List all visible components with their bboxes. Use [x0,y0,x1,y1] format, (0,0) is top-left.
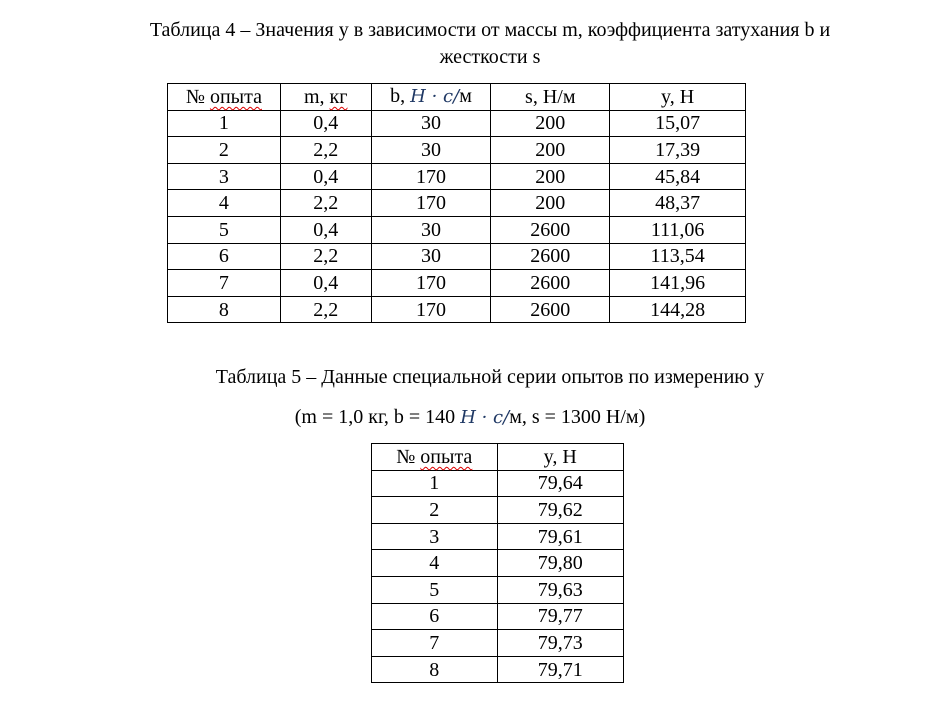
math-unit-tail: м [459,85,472,108]
table-cell: 3 [372,523,498,550]
table-cell: 2,2 [280,243,371,270]
table5 [371,443,624,683]
table-row [168,163,746,190]
table-cell: 2600 [491,216,610,243]
table-cell: 141,96 [610,270,746,297]
params-suffix: , s = 1300 Н/м) [521,406,646,428]
table-cell: 170 [371,296,491,323]
table-cell: 1 [168,110,281,137]
table-cell: 5 [372,576,498,603]
header-stiffness: s, Н/м [491,84,610,111]
table-cell: 113,54 [610,243,746,270]
table-cell: 5 [168,216,281,243]
table-row [168,270,746,297]
table-cell: 170 [371,163,491,190]
table-cell: 79,64 [497,470,623,497]
table-cell: 8 [168,296,281,323]
table-cell: 1 [372,470,498,497]
table-row [372,523,624,550]
header-m-unit: кг [329,85,348,108]
table5-caption: Таблица 5 – Данные специальной серии опытов по измерению y [215,366,765,388]
table5-params [0,404,947,431]
table4 [167,83,746,323]
table-row [372,470,624,497]
table-cell: 111,06 [610,216,746,243]
table-cell: 200 [491,190,610,217]
table-cell: 0,4 [280,110,371,137]
header-y: y, Н [610,84,746,111]
table-cell: 17,39 [610,137,746,164]
table5-header-row [372,444,624,471]
table4-caption-cont: жесткости s [439,46,541,68]
header-word: опыта [209,85,262,108]
table-cell: 45,84 [610,163,746,190]
table-row [372,497,624,524]
table-row [372,550,624,577]
table-cell: 6 [168,243,281,270]
table-cell: 0,4 [280,216,371,243]
number-sign: № [185,85,210,108]
table-cell: 144,28 [610,296,746,323]
table-cell: 2600 [491,243,610,270]
header-word: опыта [420,445,473,468]
header-experiment-number [168,84,281,111]
table-cell: 0,4 [280,163,371,190]
params-b-unit [460,407,522,428]
table-row [372,656,624,683]
table-cell: 170 [371,190,491,217]
table-cell: 2600 [491,270,610,297]
table-cell: 4 [372,550,498,577]
table-cell: 7 [372,630,498,657]
table-cell: 79,62 [497,497,623,524]
table-cell: 3 [168,163,281,190]
table-cell: 2,2 [280,137,371,164]
table-cell: 2 [372,497,498,524]
header-b: b, [390,85,411,108]
table-row [372,576,624,603]
table-cell: 200 [491,163,610,190]
header-damping [371,84,491,111]
header-experiment-number [372,444,498,471]
table-cell: 6 [372,603,498,630]
table-cell: 8 [372,656,498,683]
table-cell: 2,2 [280,296,371,323]
table-cell: 30 [371,216,491,243]
table-cell: 79,77 [497,603,623,630]
table-cell: 15,07 [610,110,746,137]
table-cell: 30 [371,137,491,164]
table-cell: 79,61 [497,523,623,550]
table-cell: 4 [168,190,281,217]
table-cell: 79,73 [497,630,623,657]
table-cell: 200 [491,110,610,137]
table-row [168,110,746,137]
table-cell: 79,71 [497,656,623,683]
header-y: y, Н [497,444,623,471]
table-row [372,630,624,657]
header-mass [280,84,371,111]
table-cell: 2,2 [280,190,371,217]
table-cell: 0,4 [280,270,371,297]
table-cell: 7 [168,270,281,297]
table4-caption: Таблица 4 – Значения y в зависимости от массы m, коэффициента затухания b и [149,19,831,41]
number-sign: № [396,445,421,468]
table-cell: 48,37 [610,190,746,217]
header-m: m, [303,85,330,108]
table-row [168,216,746,243]
math-unit: H · c/ [460,407,510,428]
math-unit-tail: м [509,406,522,428]
params-prefix: (m = 1,0 кг, b = 140 [294,406,461,428]
table-cell: 79,63 [497,576,623,603]
table4-header-row [168,84,746,111]
table-cell: 2 [168,137,281,164]
table-cell: 79,80 [497,550,623,577]
table-row [168,296,746,323]
math-unit: H · c/ [410,86,460,108]
table-cell: 170 [371,270,491,297]
table-cell: 30 [371,110,491,137]
table-cell: 30 [371,243,491,270]
table-row [372,603,624,630]
table-cell: 2600 [491,296,610,323]
table-row [168,137,746,164]
header-b-unit [410,86,472,107]
table-row [168,243,746,270]
table-cell: 200 [491,137,610,164]
table-row [168,190,746,217]
